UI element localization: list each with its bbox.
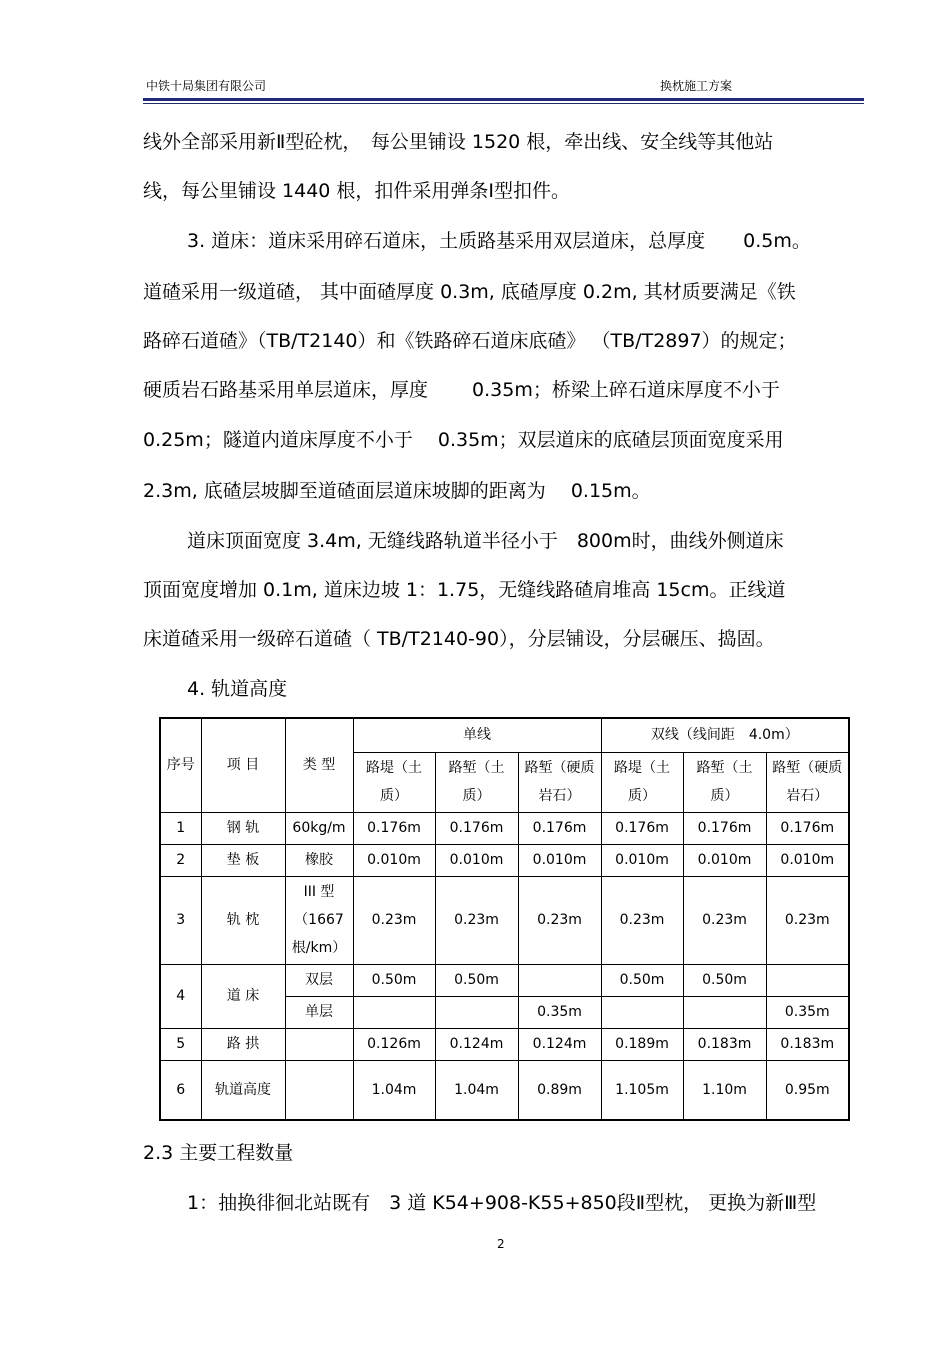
subheader: 路堤（土质） bbox=[601, 752, 683, 812]
col-header-seq: 序号 bbox=[160, 718, 201, 812]
cell-type bbox=[285, 1028, 353, 1060]
cell-seq: 1 bbox=[160, 812, 201, 844]
table-row bbox=[160, 876, 849, 964]
cell-value: 0.35m bbox=[518, 996, 601, 1028]
page-number: 2 bbox=[497, 1237, 505, 1251]
cell-seq: 5 bbox=[160, 1028, 201, 1060]
cell-value: 0.50m bbox=[353, 964, 435, 996]
cell-item: 轨道高度 bbox=[201, 1060, 285, 1120]
cell-value: 0.010m bbox=[766, 844, 849, 876]
cell-type: 单层 bbox=[285, 996, 353, 1028]
cell-value: 0.23m bbox=[601, 876, 683, 964]
cell-value: 0.124m bbox=[518, 1028, 601, 1060]
cell-value: 1.04m bbox=[353, 1060, 435, 1120]
cell-value: 0.183m bbox=[683, 1028, 766, 1060]
cell-value: 0.010m bbox=[683, 844, 766, 876]
paragraph-line: 2.3m, 底碴层坡脚至道碴面层道床坡脚的距离为 0.15m。 bbox=[143, 480, 651, 502]
cell-value: 0.124m bbox=[435, 1028, 518, 1060]
cell-value: 1.10m bbox=[683, 1060, 766, 1120]
paragraph-line: 道床顶面宽度 3.4m, 无缝线路轨道半径小于 800m时，曲线外侧道床 bbox=[187, 530, 784, 552]
cell-value: 0.126m bbox=[353, 1028, 435, 1060]
paragraph-line: 线，每公里铺设 1440 根，扣件采用弹条Ⅰ型扣件。 bbox=[143, 180, 571, 202]
header-company: 中铁十局集团有限公司 bbox=[146, 79, 267, 93]
col-header-type: 类 型 bbox=[285, 718, 353, 812]
cell-value: 0.010m bbox=[435, 844, 518, 876]
col-header-double-line: 双线（线间距 4.0m） bbox=[601, 718, 849, 752]
col-header-single-line: 单线 bbox=[353, 718, 601, 752]
paragraph-line: 3. 道床：道床采用碎石道床，土质路基采用双层道床，总厚度 0.5m。 bbox=[187, 230, 811, 252]
cell-value: 0.23m bbox=[683, 876, 766, 964]
cell-item: 钢 轨 bbox=[201, 812, 285, 844]
cell-item: 轨 枕 bbox=[201, 876, 285, 964]
cell-seq: 4 bbox=[160, 964, 201, 1028]
cell-value: 0.010m bbox=[601, 844, 683, 876]
cell-value: 0.176m bbox=[683, 812, 766, 844]
cell-type bbox=[285, 1060, 353, 1120]
paragraph-line: 4. 轨道高度 bbox=[187, 678, 288, 700]
cell-type: III 型（1667根/km） bbox=[285, 876, 353, 964]
paragraph-line: 床道碴采用一级碎石道碴（ TB/T2140-90），分层铺设，分层碾压、捣固。 bbox=[143, 628, 775, 650]
col-header-item: 项 目 bbox=[201, 718, 285, 812]
table-row bbox=[160, 1028, 849, 1060]
cell-value bbox=[353, 996, 435, 1028]
table-row bbox=[160, 812, 849, 844]
cell-value: 0.50m bbox=[601, 964, 683, 996]
cell-value: 0.23m bbox=[766, 876, 849, 964]
cell-value bbox=[601, 996, 683, 1028]
cell-item: 道 床 bbox=[201, 964, 285, 1028]
cell-value bbox=[766, 964, 849, 996]
table-row bbox=[160, 964, 849, 996]
section-heading: 2.3 主要工程数量 bbox=[143, 1142, 294, 1164]
cell-value bbox=[683, 996, 766, 1028]
cell-value: 0.176m bbox=[518, 812, 601, 844]
cell-value: 0.183m bbox=[766, 1028, 849, 1060]
paragraph-line: 0.25m；隧道内道床厚度不小于 0.35m；双层道床的底碴层顶面宽度采用 bbox=[143, 429, 784, 451]
cell-type: 橡胶 bbox=[285, 844, 353, 876]
header-doc-title: 换枕施工方案 bbox=[660, 79, 733, 93]
cell-value: 0.189m bbox=[601, 1028, 683, 1060]
header-rule-thin bbox=[143, 103, 864, 104]
paragraph-line: 1：抽换徘徊北站既有 3 道 K54+908-K55+850段Ⅱ型枕， 更换为新Ⅲ型 bbox=[187, 1192, 817, 1214]
cell-value: 0.35m bbox=[766, 996, 849, 1028]
cell-value: 0.010m bbox=[353, 844, 435, 876]
subheader: 路堑（土质） bbox=[683, 752, 766, 812]
cell-seq: 2 bbox=[160, 844, 201, 876]
cell-item: 路 拱 bbox=[201, 1028, 285, 1060]
cell-seq: 6 bbox=[160, 1060, 201, 1120]
paragraph-line: 顶面宽度增加 0.1m, 道床边坡 1：1.75，无缝线路碴肩堆高 15cm。正线道 bbox=[143, 579, 786, 601]
table-row bbox=[160, 844, 849, 876]
cell-value: 0.23m bbox=[518, 876, 601, 964]
subheader: 路堑（硬质岩石） bbox=[518, 752, 601, 812]
cell-value: 0.176m bbox=[766, 812, 849, 844]
track-height-table bbox=[159, 717, 850, 1121]
header-rule-thick bbox=[143, 98, 864, 101]
paragraph-line: 硬质岩石路基采用单层道床，厚度 0.35m；桥梁上碎石道床厚度不小于 bbox=[143, 379, 780, 401]
paragraph-line: 道碴采用一级道碴， 其中面碴厚度 0.3m, 底碴厚度 0.2m, 其材质要满足《铁 bbox=[143, 281, 796, 303]
cell-type: 双层 bbox=[285, 964, 353, 996]
subheader: 路堑（硬质岩石） bbox=[766, 752, 849, 812]
cell-item: 垫 板 bbox=[201, 844, 285, 876]
cell-type: 60kg/m bbox=[285, 812, 353, 844]
cell-value bbox=[435, 996, 518, 1028]
cell-seq: 3 bbox=[160, 876, 201, 964]
cell-value: 0.010m bbox=[518, 844, 601, 876]
cell-value: 0.95m bbox=[766, 1060, 849, 1120]
cell-value: 0.89m bbox=[518, 1060, 601, 1120]
paragraph-line: 线外全部采用新Ⅱ型砼枕， 每公里铺设 1520 根，牵出线、安全线等其他站 bbox=[143, 131, 774, 153]
cell-value: 0.176m bbox=[435, 812, 518, 844]
paragraph-line: 路碎石道碴》（TB/T2140）和《铁路碎石道床底碴》 （TB/T2897）的规定； bbox=[143, 330, 797, 352]
subheader: 路堤（土质） bbox=[353, 752, 435, 812]
cell-value: 1.105m bbox=[601, 1060, 683, 1120]
subheader: 路堑（土质） bbox=[435, 752, 518, 812]
cell-value: 0.176m bbox=[353, 812, 435, 844]
cell-value bbox=[518, 964, 601, 996]
cell-value: 0.176m bbox=[601, 812, 683, 844]
table-row bbox=[160, 1060, 849, 1120]
cell-value: 0.23m bbox=[435, 876, 518, 964]
cell-value: 0.23m bbox=[353, 876, 435, 964]
cell-value: 1.04m bbox=[435, 1060, 518, 1120]
cell-value: 0.50m bbox=[435, 964, 518, 996]
cell-value: 0.50m bbox=[683, 964, 766, 996]
